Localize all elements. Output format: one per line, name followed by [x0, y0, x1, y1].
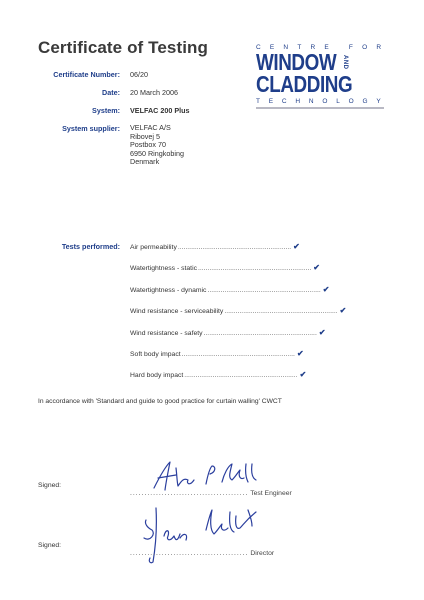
- dot-leader: ............................................................: [177, 244, 292, 251]
- dot-leader: ............................................................: [203, 329, 317, 337]
- dot-leader: ............................................................: [224, 308, 338, 316]
- logo-top-text: CENTRE FOR: [256, 44, 391, 51]
- supplier-line: VELFAC A/S: [130, 123, 171, 132]
- signatory-role: Test Engineer: [250, 490, 292, 497]
- supplier-line: Postbox 70: [130, 140, 166, 150]
- tests-list: [130, 242, 347, 392]
- test-name: Watertightness - static: [130, 265, 197, 273]
- dot-leader: ............................................................: [197, 265, 312, 273]
- signature-dots: .........................................: [130, 550, 249, 557]
- dot-leader: ............................................................: [207, 286, 321, 294]
- test-name: Watertightness - dynamic: [130, 286, 207, 294]
- test-item: [130, 242, 300, 263]
- test-item: [130, 348, 304, 370]
- signature-dots: .........................................: [130, 490, 249, 497]
- system-value: VELFAC 200 Plus: [130, 106, 190, 115]
- accordance-statement: In accordance with 'Standard and guide to good practice for curtain walling' CWCT: [38, 398, 282, 405]
- certificate-number-label: Certificate Number:: [53, 70, 120, 79]
- system-supplier-label: System supplier:: [62, 124, 120, 133]
- dot-leader: ............................................................: [184, 372, 298, 380]
- system-supplier-address: [130, 124, 184, 167]
- logo-divider: [256, 107, 384, 109]
- dot-leader: ............................................................: [181, 350, 295, 358]
- director-signature-line: [130, 550, 274, 557]
- page-title: Certificate of Testing: [38, 38, 209, 57]
- logo-window-text: WINDOW: [256, 49, 337, 75]
- logo-bottom-text: TECHNOLOGY: [256, 98, 390, 105]
- cwct-logo: [256, 44, 391, 109]
- test-item: [130, 327, 326, 349]
- checkmark-icon: ✔: [318, 327, 326, 337]
- tests-performed-label: Tests performed:: [61, 242, 120, 251]
- checkmark-icon: ✔: [293, 242, 300, 251]
- test-engineer-signature: [150, 458, 260, 494]
- test-item: [130, 370, 307, 391]
- date-value: 20 March 2006: [130, 88, 178, 97]
- system-label: System:: [92, 106, 120, 115]
- test-item: [130, 306, 347, 327]
- supplier-line: Ribovej 5: [130, 131, 160, 141]
- test-item: [130, 263, 320, 284]
- certificate-number-value: 06/20: [130, 70, 148, 79]
- checkmark-icon: ✔: [313, 263, 320, 273]
- supplier-line: Denmark: [130, 157, 160, 167]
- test-name: Soft body impact: [130, 350, 181, 358]
- checkmark-icon: ✔: [322, 284, 330, 294]
- test-item: [130, 284, 330, 306]
- logo-and-text: AND: [341, 54, 348, 70]
- signatory-role: Director: [250, 550, 275, 557]
- checkmark-icon: ✔: [339, 306, 347, 316]
- test-name: Air permeability: [130, 244, 177, 251]
- signed-label: Signed:: [38, 542, 62, 549]
- date-label: Date:: [102, 88, 120, 97]
- checkmark-icon: ✔: [296, 348, 304, 358]
- signed-label: Signed:: [38, 482, 62, 489]
- test-name: Wind resistance - safety: [130, 329, 203, 337]
- test-name: Hard body impact: [130, 372, 184, 380]
- test-engineer-signature-line: [130, 490, 292, 497]
- test-name: Wind resistance - serviceability: [130, 308, 224, 316]
- logo-cladding-text: CLADDING: [256, 71, 353, 97]
- checkmark-icon: ✔: [299, 370, 307, 380]
- supplier-line: 6950 Ringkobing: [130, 148, 184, 158]
